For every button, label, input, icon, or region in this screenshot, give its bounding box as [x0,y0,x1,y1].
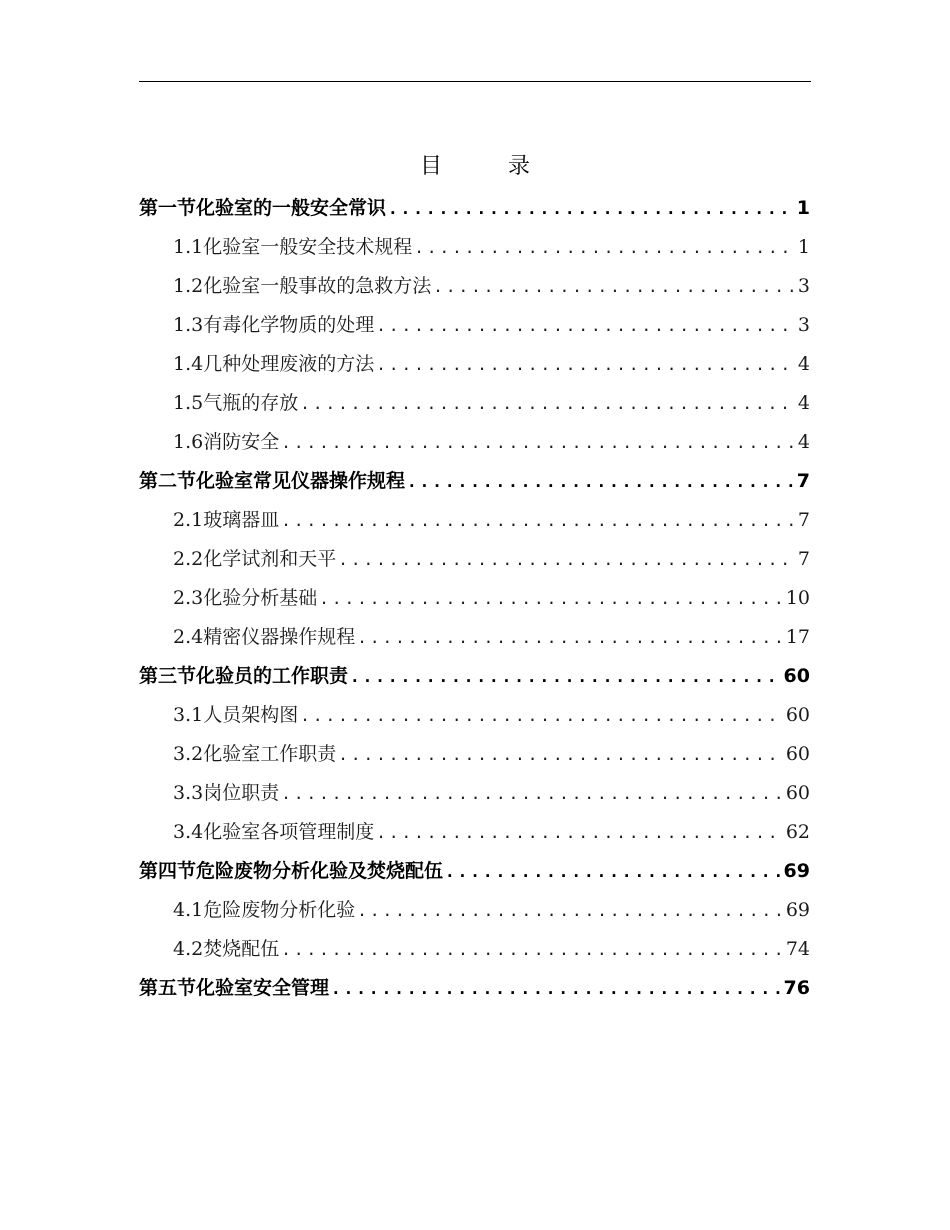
toc-entry-label: 有毒化学物质的处理 [203,314,375,336]
toc-entry-page-number: 4 [797,392,810,414]
toc-subsection-entry[interactable] [139,735,810,774]
toc-subsection-entry[interactable] [139,345,810,384]
toc-entry-number: 4.2 [173,938,204,960]
dot-leader [357,891,784,930]
toc-entry-page-number: 60 [785,704,810,726]
toc-entry-label: 化验室的一般安全常识 [196,197,387,219]
dot-leader [407,462,795,501]
toc-entry-number: 3.4 [173,821,204,843]
toc-section-entry[interactable] [139,969,810,1008]
dot-leader [281,930,784,969]
toc-subsection-entry[interactable] [139,696,810,735]
toc-entry-number: 第三节 [139,665,197,687]
toc-entry-label: 人员架构图 [203,704,299,726]
toc-entry-number: 4.1 [173,899,204,921]
toc-subsection-entry[interactable] [139,384,810,423]
toc-entry-label: 岗位职责 [203,782,280,804]
toc-entry-page-number: 69 [783,860,810,882]
toc-entry-number: 2.3 [173,587,204,609]
dot-leader [376,345,796,384]
toc-subsection-entry[interactable] [139,267,810,306]
toc-entry-number: 1.3 [173,314,204,336]
dot-leader [281,774,784,813]
table-of-contents [139,189,810,1008]
toc-entry-number: 1.4 [173,353,204,375]
header-rule [139,81,811,82]
toc-entry-page-number: 74 [785,938,810,960]
toc-entry-number: 3.2 [173,743,204,765]
dot-leader [338,540,796,579]
toc-entry-number: 1.1 [173,236,204,258]
toc-entry-page-number: 69 [785,899,810,921]
toc-section-entry[interactable] [139,189,810,228]
toc-entry-label: 玻璃器皿 [203,509,280,531]
toc-entry-page-number: 1 [796,197,810,219]
toc-entry-page-number: 17 [785,626,810,648]
toc-entry-number: 3.3 [173,782,204,804]
toc-subsection-entry[interactable] [139,306,810,345]
toc-section-entry[interactable] [139,657,810,696]
toc-entry-page-number: 76 [783,977,810,999]
toc-entry-label: 化验室常见仪器操作规程 [196,470,406,492]
dot-leader [350,657,782,696]
toc-entry-number: 第四节 [139,860,197,882]
toc-entry-label: 化验室安全管理 [196,977,330,999]
dot-leader [376,813,784,852]
toc-entry-label: 几种处理废液的方法 [203,353,375,375]
toc-entry-label: 化验室一般事故的急救方法 [203,275,432,297]
dot-leader [433,267,796,306]
toc-entry-page-number: 62 [785,821,810,843]
dot-leader [445,852,782,891]
toc-entry-number: 2.2 [173,548,204,570]
dot-leader [300,384,796,423]
dot-leader [281,423,796,462]
dot-leader [300,696,784,735]
toc-entry-page-number: 3 [797,275,810,297]
toc-entry-label: 消防安全 [203,431,280,453]
toc-entry-number: 1.5 [173,392,204,414]
toc-entry-number: 第五节 [139,977,197,999]
dot-leader [357,618,784,657]
toc-subsection-entry[interactable] [139,579,810,618]
toc-entry-page-number: 10 [785,587,810,609]
toc-entry-page-number: 60 [785,782,810,804]
toc-subsection-entry[interactable] [139,423,810,462]
dot-leader [414,228,796,267]
toc-entry-number: 1.6 [173,431,204,453]
toc-entry-label: 化验分析基础 [203,587,318,609]
toc-section-entry[interactable] [139,462,810,501]
toc-entry-number: 第二节 [139,470,197,492]
toc-entry-page-number: 3 [797,314,810,336]
toc-entry-page-number: 4 [797,353,810,375]
toc-entry-label: 危险废物分析化验及焚烧配伍 [196,860,444,882]
toc-entry-number: 3.1 [173,704,204,726]
toc-entry-label: 化学试剂和天平 [203,548,337,570]
toc-entry-label: 化验室工作职责 [203,743,337,765]
title-char-left: 目 [419,154,442,179]
toc-entry-label: 化验室一般安全技术规程 [203,236,413,258]
dot-leader [281,501,796,540]
toc-subsection-entry[interactable] [139,930,810,969]
dot-leader [338,735,784,774]
toc-entry-page-number: 1 [797,236,810,258]
toc-entry-label: 危险废物分析化验 [203,899,356,921]
toc-entry-number: 1.2 [173,275,204,297]
toc-entry-page-number: 4 [797,431,810,453]
toc-entry-label: 精密仪器操作规程 [203,626,356,648]
toc-subsection-entry[interactable] [139,540,810,579]
dot-leader [331,969,782,1008]
dot-leader [388,189,795,228]
page-title [0,151,950,183]
toc-entry-page-number: 7 [796,470,810,492]
toc-entry-label: 化验室各项管理制度 [203,821,375,843]
toc-entry-label: 焚烧配伍 [203,938,280,960]
toc-section-entry[interactable] [139,852,810,891]
toc-entry-label: 化验员的工作职责 [196,665,349,687]
toc-entry-number: 第一节 [139,197,197,219]
toc-entry-page-number: 60 [785,743,810,765]
toc-subsection-entry[interactable] [139,501,810,540]
toc-entry-page-number: 7 [797,509,810,531]
toc-subsection-entry[interactable] [139,618,810,657]
dot-leader [376,306,796,345]
toc-entry-number: 2.1 [173,509,204,531]
toc-subsection-entry[interactable] [139,774,810,813]
toc-subsection-entry[interactable] [139,813,810,852]
toc-entry-page-number: 7 [797,548,810,570]
toc-entry-label: 气瓶的存放 [203,392,299,414]
toc-subsection-entry[interactable] [139,891,810,930]
toc-subsection-entry[interactable] [139,228,810,267]
title-char-right: 录 [508,154,531,179]
toc-entry-number: 2.4 [173,626,204,648]
dot-leader [319,579,784,618]
toc-entry-page-number: 60 [783,665,810,687]
